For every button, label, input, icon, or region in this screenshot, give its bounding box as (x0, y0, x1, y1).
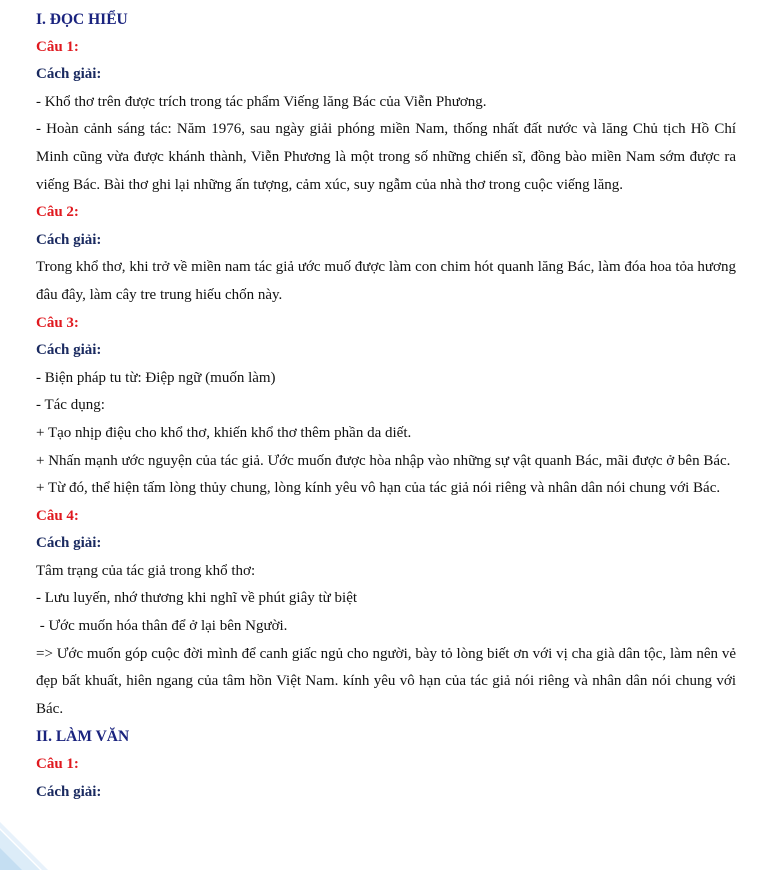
question-3-answer-line: + Tạo nhịp điệu cho khổ thơ, khiến khổ thơ thêm phần da diết. (36, 424, 412, 441)
question-3-answer-line: - Tác dụng: (36, 397, 105, 414)
question-2-answer-paragraph: Trong khổ thơ, khi trở về miền nam tác giả ước muố được làm con chim hót quanh lăng Bác, làm đóa hoa tỏa hương đâu đây, làm cây tre trung hiếu chốn này. (36, 259, 736, 303)
question-4-title: Câu 4: (36, 507, 79, 524)
essay-question-1-method-label: Cách giải: (36, 783, 102, 800)
question-1-answer-paragraph: - Hoàn cảnh sáng tác: Năm 1976, sau ngày giải phóng miền Nam, thống nhất đất nước và lăng Chủ tịch Hồ Chí Minh cũng vừa được khánh thành, Viễn Phương là một trong số những chiến sĩ, đồng bào miền Nam sớm được ra viếng Bác. Bài thơ ghi lại những ấn tượng, cảm xúc, suy ngẫm của nhà thơ trong cuộc viếng lăng. (36, 121, 736, 193)
question-4-answer-line: - Ước muốn hóa thân để ở lại bên Người. (36, 618, 288, 635)
question-2-method-label: Cách giải: (36, 231, 102, 248)
essay-question-1-title: Câu 1: (36, 756, 79, 773)
question-4-answer-line: - Lưu luyến, nhớ thương khi nghĩ về phút giây từ biệt (36, 590, 358, 607)
question-3-answer-paragraph: + Từ đó, thể hiện tấm lòng thủy chung, lòng kính yêu vô hạn của tác giả nói riêng và nhân dân nói chung với Bác. (36, 480, 721, 497)
question-3-method-label: Cách giải: (36, 342, 102, 359)
question-4-answer-line: Tâm trạng của tác giả trong khổ thơ: (36, 562, 256, 579)
question-3-answer-line: - Biện pháp tu từ: Điệp ngữ (muốn làm) (36, 369, 276, 386)
section-title-lam-van: II. LÀM VĂN (36, 728, 130, 746)
question-3-answer-paragraph: + Nhấn mạnh ước nguyện của tác giả. Ước muốn được hòa nhập vào những sự vật quanh Bác, mãi được ở bên Bác. (36, 452, 731, 469)
document-page (36, 6, 736, 806)
corner-stripes-graphic (0, 800, 70, 870)
section-title-doc-hieu: I. ĐỌC HIỂU (36, 11, 128, 28)
question-4-answer-paragraph: => Ước muốn góp cuộc đời mình để canh giấc ngủ cho người, bày tỏ lòng biết ơn với vị cha già dân tộc, làm nên vẻ đẹp bất khuất, hiên ngang của tâm hồn Việt Nam. kính yêu vô hạn của tác giả nói riêng và nhân dân nói chung với Bác. (36, 645, 736, 717)
question-1-title: Câu 1: (36, 38, 79, 55)
question-2-title: Câu 2: (36, 204, 79, 221)
question-1-answer-line: - Khổ thơ trên được trích trong tác phẩm Viếng lăng Bác của Viễn Phương. (36, 93, 487, 110)
question-1-method-label: Cách giải: (36, 66, 102, 83)
question-4-method-label: Cách giải: (36, 535, 102, 552)
corner-decoration (0, 800, 70, 870)
question-3-title: Câu 3: (36, 314, 79, 331)
